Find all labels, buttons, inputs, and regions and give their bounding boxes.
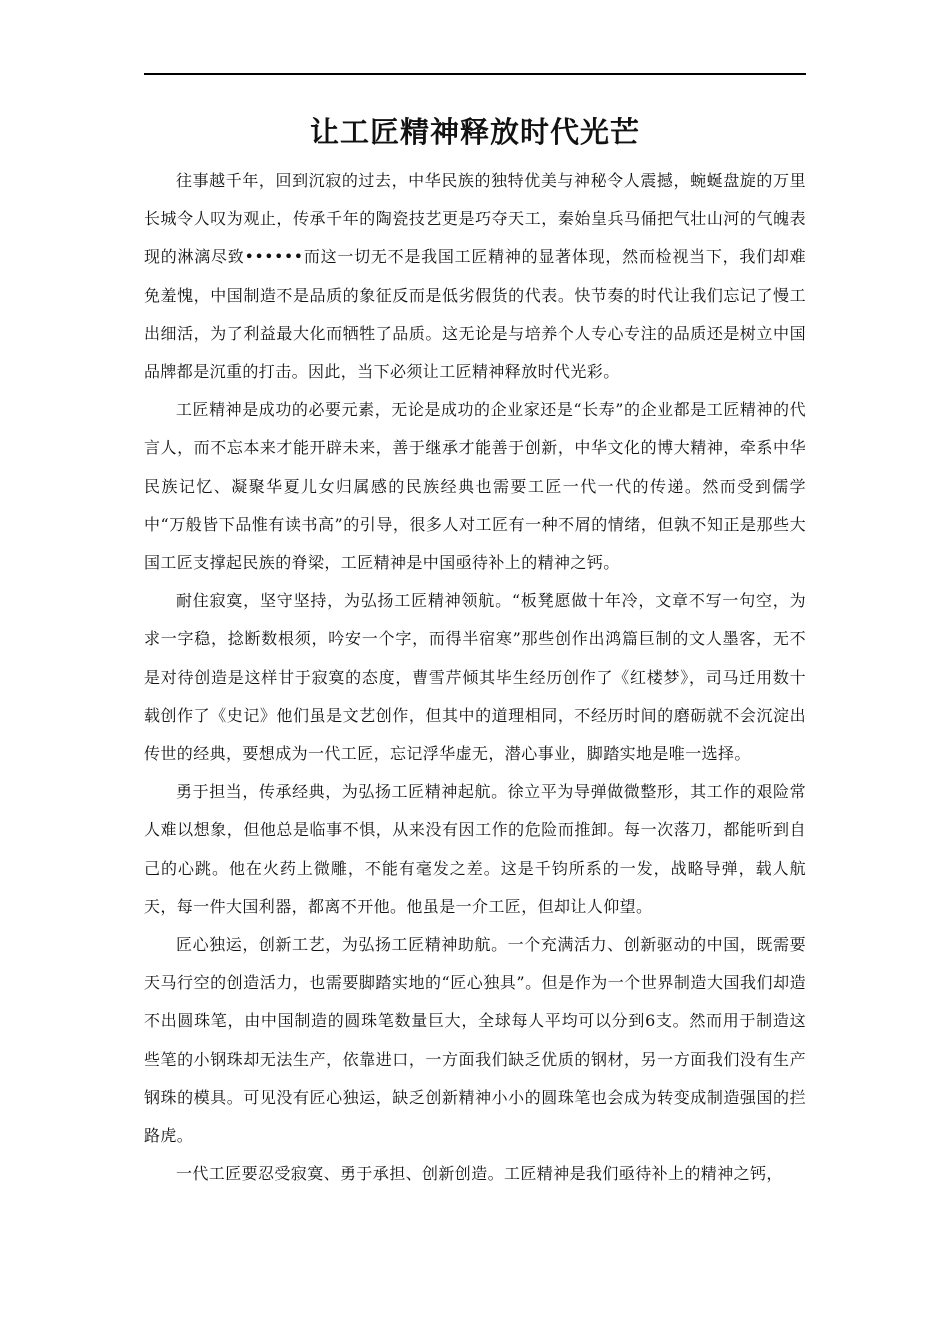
document-body (144, 162, 806, 1193)
paragraph-3: 耐住寂寞，坚守坚持，为弘扬工匠精神领航。“板凳愿做十年冷，文章不写一句空，为求一字稳，捻断数根须，吟安一个字，而得半宿寒”那些创作出鸿篇巨制的文人墨客，无不是对待创造是这样甘于寂寞的态度，曹雪芹倾其毕生经历创作了《红楼梦》，司马迁用数十载创作了《史记》他们虽是文艺创作，但其中的道理相同，不经历时间的磨砺就不会沉淀出传世的经典，要想成为一代工匠，忘记浮华虚无，潜心事业，脚踏实地是唯一选择。 (144, 591, 806, 764)
paragraph-5: 匠心独运，创新工艺，为弘扬工匠精神助航。一个充满活力、创新驱动的中国，既需要天马行空的创造活力，也需要脚踏实地的“匠心独具”。但是作为一个世界制造大国我们却造不出圆珠笔，由中国制造的圆珠笔数量巨大，全球每人平均可以分到6支。然而用于制造这些笔的小钢珠却无法生产，依靠进口，一方面我们缺乏优质的钢材，另一方面我们没有生产钢珠的模具。可见没有匠心独运，缺乏创新精神小小的圆珠笔也会成为转变成制造强国的拦路虎。 (144, 935, 806, 1146)
paragraph-4: 勇于担当，传承经典，为弘扬工匠精神起航。徐立平为导弹做微整形，其工作的艰险常人难以想象，但他总是临事不惧，从来没有因工作的危险而推卸。每一次落刀，都能听到自己的心跳。他在火药上微雕，不能有毫发之差。这是千钧所系的一发，战略导弹，载人航天，每一件大国利器，都离不开他。他虽是一介工匠，但却让人仰望。 (144, 782, 806, 916)
paragraph-2: 工匠精神是成功的必要元素，无论是成功的企业家还是“长寿”的企业都是工匠精神的代言人，而不忘本来才能开辟未来，善于继承才能善于创新，中华文化的博大精神，牵系中华民族记忆、凝聚华夏儿女归属感的民族经典也需要工匠一代一代的传递。然而受到儒学中“万般皆下品惟有读书高”的引导，很多人对工匠有一种不屑的情绪，但孰不知正是那些大国工匠支撑起民族的脊梁，工匠精神是中国亟待补上的精神之钙。 (144, 400, 806, 573)
document-title: 让工匠精神释放时代光芒 (309, 115, 640, 149)
header-rule (144, 73, 806, 75)
paragraph-1: 往事越千年，回到沉寂的过去，中华民族的独特优美与神秘令人震撼，蜿蜒盘旋的万里长城令人叹为观止，传承千年的陶瓷技艺更是巧夺天工，秦始皇兵马俑把气壮山河的气魄表现的淋漓尽致••••••而这一切无不是我国工匠精神的显著体现，然而检视当下，我们却难免羞愧，中国制造不是品质的象征反而是低劣假货的代表。快节奏的时代让我们忘记了慢工出细活，为了利益最大化而牺牲了品质。这无论是与培养个人专心专注的品质还是树立中国品牌都是沉重的打击。因此，当下必须让工匠精神释放时代光彩。 (144, 171, 806, 382)
paragraph-6: 一代工匠要忍受寂寞、勇于承担、创新创造。工匠精神是我们亟待补上的精神之钙， (176, 1164, 783, 1184)
